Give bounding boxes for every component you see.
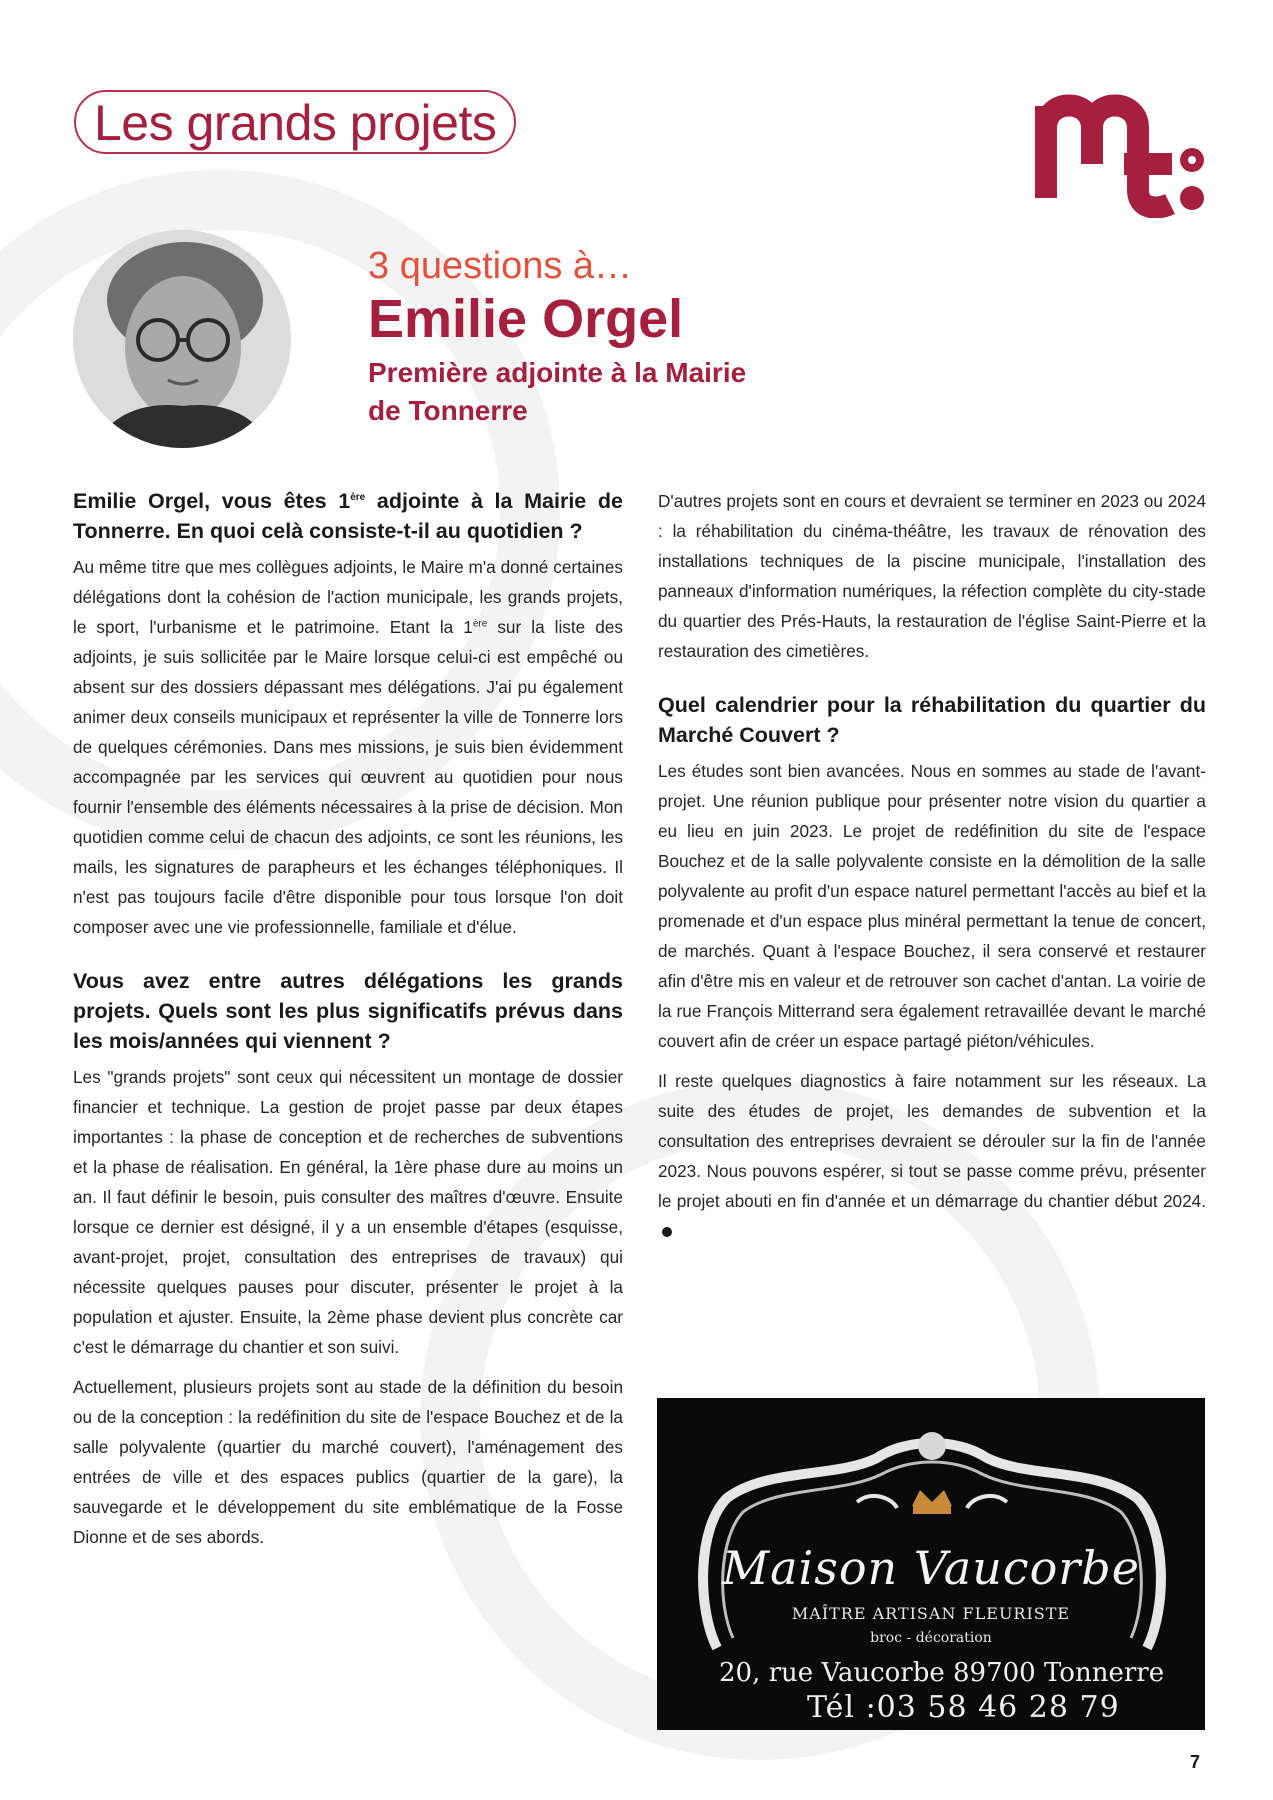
interview-header bbox=[368, 244, 746, 430]
advertisement-maison-vaucorbe bbox=[657, 1398, 1205, 1730]
interviewee-role: Première adjointe à la Mairie de Tonnerre bbox=[368, 357, 747, 426]
ad-address: 20, rue Vaucorbe 89700 Tonnerre bbox=[719, 1658, 1165, 1688]
answer-2-paragraph: Les "grands projets" sont ceux qui nécessitent un montage de dossier financier et technique. La gestion de projet passe par deux étapes importantes : la phase de conception et de recherches de subventions et la phase de réalisation. En général, la 1ère phase dure au moins un an. Il faut définir le besoin, puis consulter des maîtres d'œuvre. Ensuite lorsque ce dernier est désigné, il y a un ensemble d'étapes (esquisse, avant-projet, projet, consultation des entreprises de travaux) qui nécessite quelques pauses pour discuter, présenter le projet à la population et ajuster. Ensuite, la 2ème phase devient plus concrète car c'est le démarrage du chantier et son suivi. bbox=[73, 1067, 623, 1357]
question-1: Emilie Orgel, vous êtes 1ère adjointe à la Mairie de Tonnerre. En quoi celà consiste-t-il au quotidien ? bbox=[73, 489, 623, 543]
answer-1: Au même titre que mes collègues adjoints, le Maire m'a donné certaines délégations dont la cohésion de l'action municipale, les grands projets, le sport, l'urbanisme et le patrimoine. Etant la 1ère sur la liste des adjoints, je suis sollicitée par le Maire lorsque celui-ci est empêché ou absent sur des dossiers dépassant mes délégations. J'ai pu également animer deux conseils municipaux et représenter la ville de Tonnerre lors de quelques cérémonies. Dans mes missions, je suis bien évidemment accompagnée par les services qui œuvrent au quotidien pour nous fournir l'ensemble des éléments nécessaires à la prise de décision. Mon quotidien comme celui de chacun des adjoints, ce sont les réunions, les mails, les signatures de parapheurs et les échanges téléphoniques. Il n'est pas toujours facile d'être disponible pour tous lorsque l'on doit composer avec une vie professionnelle, familiale et d'élue. bbox=[73, 557, 623, 937]
ad-brand-name: Maison Vaucorbe bbox=[722, 1541, 1140, 1595]
answer-3-paragraph: Les études sont bien avancées. Nous en sommes au stade de l'avant-projet. Une réunion publique pour présenter notre vision du quartier a eu lieu en juin 2023. Le projet de redéfinition du site de l'espace Bouchez et de la salle polyvalente consiste en la démolition de la salle polyvalente au profit d'un espace naturel permettant l'accès au bief et la promenade et d'un espace plus minéral permettant la tenue de concert, de marchés. Quant à l'espace Bouchez, il sera conservé et restaurer afin d'être mis en valeur et de retrouver son cachet d'antan. La voirie de la rue François Mitterrand sera également retravaillée devant le marché couvert afin de créer un espace partagé piéton/véhicules. bbox=[658, 761, 1206, 1051]
section-title: Les grands projets bbox=[74, 90, 516, 154]
ad-tagline: broc - décoration bbox=[870, 1630, 992, 1646]
answer-2-paragraph: Actuellement, plusieurs projets sont au stade de la définition du besoin ou de la conception : la redéfinition du site de l'espace Bouchez et de la salle polyvalente (quartier du marché couvert), l'aménagement des entrées de ville et des espaces publics (quartier de la gare), la sauvegarde et le développement du site emblématique de la Fosse Dionne et de ses abords. bbox=[73, 1377, 623, 1547]
left-column bbox=[73, 486, 623, 1562]
question-2: Vous avez entre autres délégations les grands projets. Quels sont les plus significatifs prévus dans les mois/années qui viennent ? bbox=[73, 969, 623, 1053]
end-mark-icon bbox=[662, 1227, 672, 1237]
page-number: 7 bbox=[1190, 1752, 1201, 1772]
mt-logo-icon bbox=[1030, 68, 1210, 218]
right-column bbox=[658, 486, 1206, 1256]
answer-3-paragraph: Il reste quelques diagnostics à faire notamment sur les réseaux. La suite des études de projet, les demandes de subvention et la consultation des entreprises devraient se dérouler sur la fin de l'année 2023. Nous pouvons espérer, si tout se passe comme prévu, présenter le projet abouti en fin d'année et un démarrage du chantier début 2024. bbox=[658, 1066, 1206, 1246]
interview-label: 3 questions à… bbox=[368, 245, 633, 287]
portrait-photo bbox=[73, 230, 291, 448]
ad-subtitle: MAÎTRE ARTISAN FLEURISTE bbox=[791, 1604, 1071, 1623]
ad-phone: Tél :03 58 46 28 79 bbox=[807, 1690, 1120, 1725]
interviewee-name: Emilie Orgel bbox=[368, 289, 684, 349]
answer-2-paragraph: D'autres projets sont en cours et devraient se terminer en 2023 ou 2024 : la réhabilitation du cinéma-théâtre, les travaux de rénovation des installations techniques de la piscine municipale, l'installation des panneaux d'information numériques, la réfection complète du city-stade du quartier des Prés-Hauts, la restauration de l'église Saint-Pierre et la restauration des cimetières. bbox=[658, 491, 1206, 661]
question-3: Quel calendrier pour la réhabilitation du quartier du Marché Couvert ? bbox=[658, 693, 1206, 747]
